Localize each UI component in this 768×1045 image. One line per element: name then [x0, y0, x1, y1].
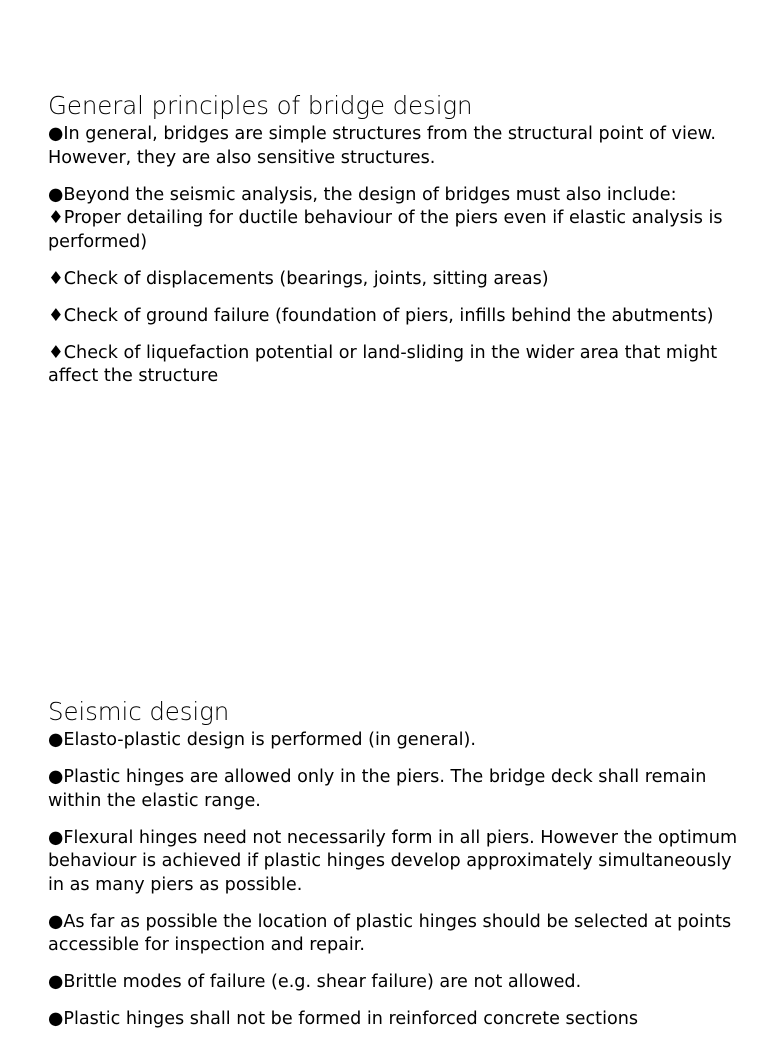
paragraph: ●As far as possible the location of plastic hinges should be selected at points accessible for inspection and repair.: [48, 911, 732, 955]
paragraph: ♦Proper detailing for ductile behaviour of the piers even if elastic analysis is performed): [48, 208, 723, 252]
paragraph: ●Plastic hinges are allowed only in the piers. The bridge deck shall remain within the elastic range.: [48, 767, 707, 811]
section-general-principles: [48, 91, 738, 402]
section-title: Seismic design: [48, 697, 230, 726]
paragraph: ●Plastic hinges shall not be formed in reinforced concrete sections: [48, 1009, 639, 1029]
paragraph: ♦Check of ground failure (foundation of piers, infills behind the abutments): [48, 305, 714, 326]
section-title: General principles of bridge design: [48, 91, 473, 120]
paragraph: ♦Check of displacements (bearings, joints, sitting areas): [48, 268, 549, 289]
paragraph: ●Elasto-plastic design is performed (in general).: [48, 730, 476, 750]
paragraph: ●In general, bridges are simple structures from the structural point of view. However, they are also sensitive structures.: [48, 124, 717, 168]
paragraph: ●Beyond the seismic analysis, the design of bridges must also include:: [48, 184, 677, 205]
section-seismic-design: [48, 697, 738, 1045]
paragraph: ●Flexural hinges need not necessarily form in all piers. However the optimum behaviour is achieved if plastic hinges develop approximately simultaneously in as many piers as possible.: [48, 827, 738, 895]
paragraph: ●Brittle modes of failure (e.g. shear failure) are not allowed.: [48, 972, 582, 992]
paragraph: ♦Check of liquefaction potential or land-sliding in the wider area that might affect the structure: [48, 342, 718, 386]
